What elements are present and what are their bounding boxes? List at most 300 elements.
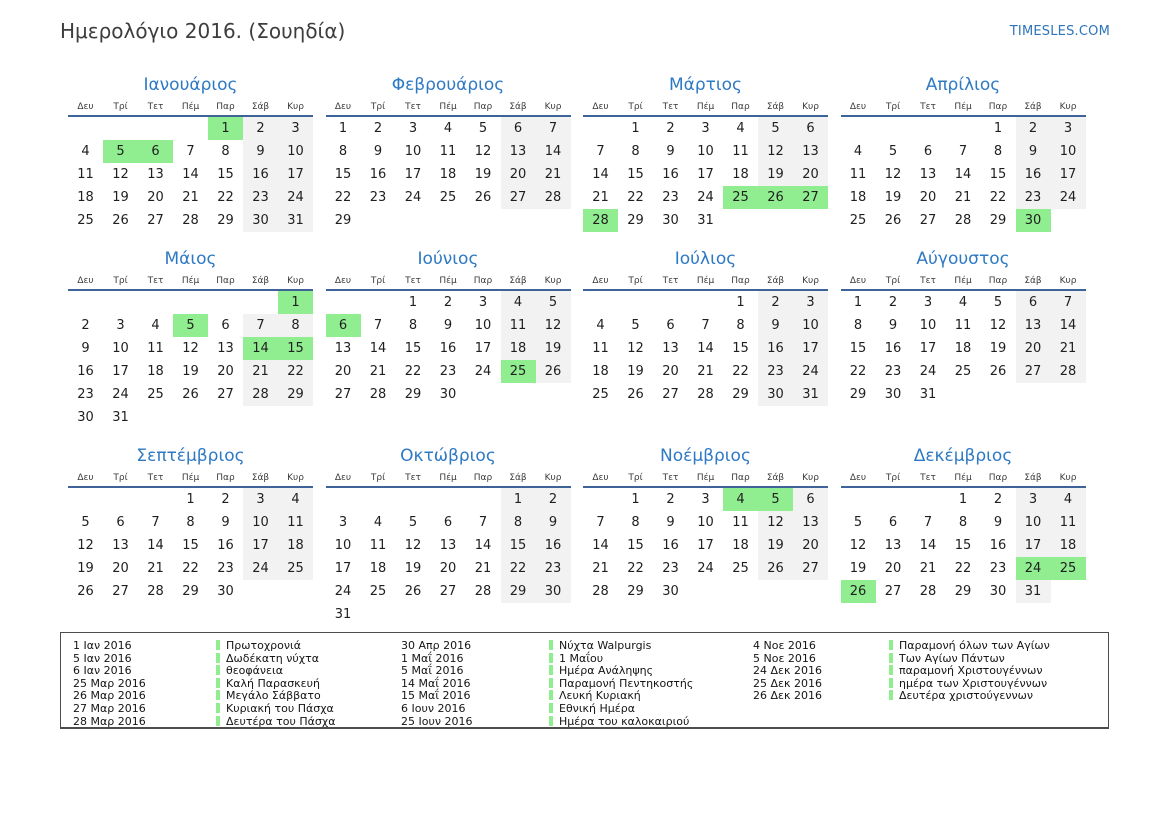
day-cell: 3 — [408, 121, 418, 136]
day-cell: 31 — [1016, 580, 1051, 603]
weekday-label: Πέμ — [181, 473, 200, 483]
day-cell: 14 — [536, 140, 571, 163]
day-cell: 21 — [147, 561, 164, 576]
day-cell: 26 — [884, 213, 902, 228]
day-cell: 25 — [501, 360, 536, 383]
empty-day-cell — [396, 603, 431, 626]
empty-day-cell — [396, 488, 431, 511]
day-cell: 7 — [186, 144, 195, 159]
week-row — [326, 511, 571, 534]
day-cell: 27 — [439, 584, 457, 599]
day-cell: 26 — [758, 557, 793, 580]
day-cell: 10 — [278, 140, 313, 163]
legend-date-column — [401, 640, 549, 728]
week-row — [68, 360, 313, 383]
day-cell: 28 — [147, 584, 164, 599]
day-cell: 2 — [443, 295, 453, 310]
weekday-label: Παρ — [988, 473, 1008, 483]
day-cell: 25 — [77, 213, 94, 228]
week-row — [326, 383, 571, 406]
day-cell: 25 — [1051, 557, 1086, 580]
day-cell: 18 — [77, 190, 94, 205]
day-cell: 14 — [592, 538, 609, 553]
day-cell: 18 — [278, 534, 313, 557]
legend-box — [60, 632, 1109, 729]
holiday-marker-bar — [216, 653, 220, 663]
day-cell: 30 — [243, 209, 278, 232]
day-cell: 17 — [474, 341, 492, 356]
day-cell: 24 — [697, 561, 714, 576]
day-cell: 29 — [278, 383, 313, 406]
day-cell: 5 — [758, 488, 793, 511]
day-cell: 10 — [1051, 140, 1086, 163]
day-cell: 6 — [793, 488, 828, 511]
day-cell: 19 — [989, 341, 1007, 356]
day-cell: 15 — [627, 538, 644, 553]
day-cell: 4 — [373, 515, 383, 530]
day-cell: 1 — [958, 492, 968, 507]
holiday-marker-bar — [889, 690, 893, 700]
month-title: Οκτώβριος — [400, 446, 496, 466]
day-cell: 18 — [501, 337, 536, 360]
day-cell: 30 — [884, 387, 902, 402]
day-cell: 12 — [77, 538, 94, 553]
day-cell: 28 — [536, 186, 571, 209]
day-cell: 21 — [954, 190, 972, 205]
day-cell: 12 — [849, 538, 867, 553]
holiday-marker-bar — [549, 665, 553, 675]
day-cell: 7 — [478, 515, 488, 530]
weekday-label: Πέμ — [954, 102, 972, 112]
empty-day-cell — [876, 488, 911, 511]
day-cell: 24 — [404, 190, 422, 205]
empty-day-cell — [501, 603, 536, 626]
legend-date: 4 Νοε 2016 — [753, 639, 816, 652]
weekday-label: Πέμ — [954, 473, 972, 483]
day-cell: 15 — [989, 167, 1007, 182]
day-cell: 6 — [888, 515, 898, 530]
weekday-label: Τρί — [113, 473, 128, 483]
day-cell: 6 — [221, 318, 230, 333]
month-title: Ιανουάριος — [143, 75, 238, 95]
day-cell: 12 — [404, 538, 422, 553]
legend-name-column — [216, 640, 401, 728]
day-cell: 2 — [993, 492, 1003, 507]
day-cell: 4 — [723, 488, 758, 511]
day-cell: 7 — [596, 515, 605, 530]
day-cell: 7 — [596, 144, 605, 159]
day-cell: 3 — [701, 121, 710, 136]
day-cell: 12 — [474, 144, 492, 159]
empty-day-cell — [946, 117, 981, 140]
week-row — [68, 488, 313, 511]
day-cell: 18 — [592, 364, 609, 379]
day-cell: 11 — [732, 144, 749, 159]
empty-day-cell — [876, 117, 911, 140]
legend-date: 25 Μαρ 2016 — [73, 676, 146, 690]
day-cell: 13 — [147, 167, 164, 182]
day-cell: 4 — [278, 488, 313, 511]
day-cell: 28 — [697, 387, 714, 402]
day-cell: 23 — [217, 561, 234, 576]
week-row — [326, 314, 571, 337]
legend-date: 6 Ιουν 2016 — [401, 701, 466, 715]
week-row — [841, 291, 1086, 314]
legend-date: 6 Ιαν 2016 — [73, 664, 132, 678]
day-cell: 9 — [221, 515, 230, 530]
day-cell: 23 — [369, 190, 387, 205]
week-row — [583, 488, 828, 511]
holiday-marker-bar — [216, 703, 220, 713]
day-cell: 6 — [1016, 291, 1051, 314]
day-cell: 31 — [334, 607, 352, 622]
day-cell: 6 — [923, 144, 933, 159]
day-cell: 17 — [243, 534, 278, 557]
day-cell: 16 — [662, 538, 679, 553]
week-row — [68, 291, 313, 314]
empty-day-cell — [68, 291, 103, 314]
empty-day-cell — [653, 291, 688, 314]
day-cell: 22 — [849, 364, 867, 379]
day-cell: 17 — [334, 561, 352, 576]
day-cell: 9 — [993, 515, 1003, 530]
day-cell: 13 — [662, 341, 679, 356]
empty-day-cell — [138, 291, 173, 314]
day-cell: 16 — [243, 163, 278, 186]
week-row — [841, 511, 1086, 534]
empty-day-cell — [1051, 383, 1086, 406]
empty-day-cell — [361, 603, 396, 626]
weekday-label: Παρ — [473, 102, 493, 112]
day-cell: 15 — [954, 538, 972, 553]
day-cell: 26 — [182, 387, 199, 402]
weekday-label: Τετ — [662, 473, 679, 483]
holiday-name: Καλή Παρασκευή — [226, 676, 320, 690]
site-link[interactable]: TIMESLES.COM — [1009, 24, 1110, 39]
week-row — [583, 117, 828, 140]
week-row — [326, 163, 571, 186]
holiday-name: Ημέρα Ανάληψης — [559, 664, 654, 678]
day-cell: 23 — [662, 190, 679, 205]
empty-day-cell — [501, 209, 536, 232]
weekday-label: Σάβ — [766, 473, 785, 483]
weekday-label: Παρ — [988, 102, 1008, 112]
day-cell: 18 — [732, 167, 749, 182]
week-row — [841, 534, 1086, 557]
legend-entry — [889, 690, 1108, 703]
day-cell: 5 — [993, 295, 1003, 310]
day-cell: 3 — [793, 291, 828, 314]
day-cell: 7 — [923, 515, 933, 530]
day-cell: 9 — [243, 140, 278, 163]
day-cell: 11 — [77, 167, 94, 182]
day-cell: 25 — [849, 213, 867, 228]
empty-day-cell — [466, 209, 501, 232]
day-cell: 21 — [243, 360, 278, 383]
day-cell: 27 — [334, 387, 352, 402]
day-cell: 29 — [182, 584, 199, 599]
day-cell: 3 — [1016, 488, 1051, 511]
day-cell: 9 — [666, 515, 675, 530]
holiday-marker-bar — [889, 678, 893, 688]
day-cell: 23 — [989, 561, 1007, 576]
empty-day-cell — [173, 117, 208, 140]
holiday-marker-bar — [889, 640, 893, 650]
day-cell: 20 — [919, 190, 937, 205]
empty-day-cell — [688, 580, 723, 603]
empty-day-cell — [1051, 209, 1086, 232]
weekday-label: Τετ — [147, 276, 164, 286]
holiday-marker-bar — [549, 640, 553, 650]
month-title: Νοέμβριος — [660, 446, 751, 466]
day-cell: 14 — [1051, 314, 1086, 337]
weekday-label: Κυρ — [1059, 276, 1077, 286]
day-cell: 29 — [849, 387, 867, 402]
week-row — [326, 117, 571, 140]
weekday-label: Κυρ — [287, 473, 304, 483]
month-card — [68, 446, 313, 626]
legend-date-column — [753, 640, 889, 728]
day-cell: 23 — [77, 387, 94, 402]
holiday-name: Παραμονή Πεντηκοστής — [559, 676, 694, 690]
week-row — [68, 534, 313, 557]
day-cell: 12 — [989, 318, 1007, 333]
weekday-label: Δευ — [77, 102, 94, 112]
day-cell: 10 — [919, 318, 937, 333]
legend-date: 1 Μαΐ 2016 — [401, 651, 464, 665]
empty-day-cell — [138, 488, 173, 511]
day-cell: 16 — [439, 341, 457, 356]
day-cell: 20 — [112, 561, 129, 576]
weekday-label: Παρ — [216, 276, 235, 286]
empty-day-cell — [1051, 580, 1086, 603]
weekday-label: Τρί — [370, 102, 386, 112]
empty-day-cell — [911, 488, 946, 511]
weekday-header-row — [68, 102, 313, 117]
weekday-label: Πέμ — [439, 102, 457, 112]
month-title: Δεκέμβριος — [913, 446, 1013, 466]
empty-day-cell — [208, 406, 243, 429]
day-cell: 10 — [1016, 511, 1051, 534]
day-cell: 1 — [631, 492, 640, 507]
weekday-header-row — [583, 473, 828, 488]
weekday-header-row — [583, 276, 828, 291]
month-card — [841, 446, 1086, 626]
day-cell: 11 — [954, 318, 972, 333]
day-cell: 26 — [758, 186, 793, 209]
day-cell: 11 — [147, 341, 164, 356]
day-cell: 12 — [627, 341, 644, 356]
holiday-marker-bar — [216, 716, 220, 726]
weekday-label: Παρ — [988, 276, 1008, 286]
month-card — [326, 75, 571, 232]
weekday-label: Δευ — [849, 276, 867, 286]
day-cell: 11 — [1051, 511, 1086, 534]
day-cell: 5 — [81, 515, 90, 530]
day-cell: 22 — [954, 561, 972, 576]
weekday-label: Κυρ — [544, 102, 562, 112]
day-cell: 20 — [793, 534, 828, 557]
day-cell: 17 — [404, 167, 422, 182]
day-cell: 3 — [923, 295, 933, 310]
day-cell: 19 — [474, 167, 492, 182]
day-cell: 28 — [1051, 360, 1086, 383]
month-card — [326, 446, 571, 626]
legend-date: 24 Δεκ 2016 — [753, 664, 822, 678]
day-cell: 10 — [697, 515, 714, 530]
weekday-label: Παρ — [216, 473, 235, 483]
day-cell: 9 — [443, 318, 453, 333]
day-cell: 20 — [217, 364, 234, 379]
weekday-label: Παρ — [731, 276, 750, 286]
holiday-name: Δευτέρα του Πάσχα — [226, 714, 336, 728]
day-cell: 15 — [217, 167, 234, 182]
day-cell: 23 — [758, 360, 793, 383]
legend-date: 27 Μαρ 2016 — [73, 701, 146, 715]
weekday-label: Σάβ — [509, 473, 527, 483]
day-cell: 30 — [989, 584, 1007, 599]
weekday-label: Σάβ — [509, 102, 527, 112]
day-cell: 6 — [138, 140, 173, 163]
empty-day-cell — [431, 488, 466, 511]
day-cell: 8 — [631, 515, 640, 530]
empty-day-cell — [723, 580, 758, 603]
holiday-marker-bar — [549, 653, 553, 663]
day-cell: 25 — [954, 364, 972, 379]
day-cell: 20 — [439, 561, 457, 576]
day-cell: 20 — [334, 364, 352, 379]
weekday-label: Σάβ — [1024, 102, 1042, 112]
week-row — [68, 117, 313, 140]
day-cell: 16 — [989, 538, 1007, 553]
weekday-label: Σάβ — [251, 473, 270, 483]
empty-day-cell — [583, 488, 618, 511]
day-cell: 23 — [243, 186, 278, 209]
weekday-label: Κυρ — [802, 473, 819, 483]
day-cell: 8 — [186, 515, 195, 530]
day-cell: 27 — [112, 584, 129, 599]
holiday-marker-bar — [549, 690, 553, 700]
day-cell: 23 — [662, 561, 679, 576]
weekday-label: Σάβ — [251, 102, 270, 112]
day-cell: 9 — [888, 318, 898, 333]
day-cell: 13 — [334, 341, 352, 356]
day-cell: 27 — [501, 186, 536, 209]
weekday-label: Πέμ — [954, 276, 972, 286]
day-cell: 13 — [884, 538, 902, 553]
day-cell: 27 — [1016, 360, 1051, 383]
day-cell: 26 — [112, 213, 129, 228]
day-cell: 13 — [217, 341, 234, 356]
day-cell: 31 — [793, 383, 828, 406]
legend-date: 5 Ιαν 2016 — [73, 651, 132, 665]
week-row — [583, 163, 828, 186]
day-cell: 27 — [793, 557, 828, 580]
legend-date: 14 Μαΐ 2016 — [401, 676, 471, 690]
day-cell: 1 — [993, 121, 1003, 136]
weekday-label: Δευ — [334, 276, 352, 286]
empty-day-cell — [501, 383, 536, 406]
holiday-name: ημέρα των Χριστουγέννων — [899, 676, 1048, 690]
day-cell: 1 — [208, 117, 243, 140]
legend-name-column — [549, 640, 753, 728]
day-cell: 5 — [536, 291, 571, 314]
empty-day-cell — [278, 406, 313, 429]
week-row — [326, 603, 571, 626]
day-cell: 23 — [536, 557, 571, 580]
day-cell: 6 — [501, 117, 536, 140]
day-cell: 26 — [536, 360, 571, 383]
week-row — [326, 557, 571, 580]
day-cell: 24 — [278, 186, 313, 209]
weekday-header-row — [841, 276, 1086, 291]
empty-day-cell — [68, 488, 103, 511]
day-cell: 3 — [278, 117, 313, 140]
weekday-label: Δευ — [334, 102, 352, 112]
weekday-label: Κυρ — [802, 102, 819, 112]
day-cell: 7 — [1051, 291, 1086, 314]
weekday-label: Τετ — [147, 473, 164, 483]
day-cell: 22 — [278, 360, 313, 383]
holiday-marker-bar — [549, 703, 553, 713]
day-cell: 4 — [596, 318, 605, 333]
month-card — [583, 446, 828, 626]
weekday-header-row — [326, 473, 571, 488]
day-cell: 14 — [243, 337, 278, 360]
week-row — [583, 360, 828, 383]
day-cell: 21 — [592, 190, 609, 205]
day-cell: 4 — [81, 144, 90, 159]
day-cell: 30 — [662, 584, 679, 599]
day-cell: 24 — [697, 190, 714, 205]
empty-day-cell — [208, 291, 243, 314]
empty-day-cell — [361, 209, 396, 232]
weekday-label: Παρ — [473, 276, 493, 286]
month-card — [326, 249, 571, 429]
week-row — [68, 163, 313, 186]
day-cell: 29 — [404, 387, 422, 402]
day-cell: 11 — [501, 314, 536, 337]
holiday-name: Παραμονή όλων των Αγίων — [899, 639, 1050, 652]
day-cell: 29 — [217, 213, 234, 228]
empty-day-cell — [138, 406, 173, 429]
weekday-header-row — [583, 102, 828, 117]
day-cell: 4 — [853, 144, 863, 159]
day-cell: 6 — [793, 117, 828, 140]
day-cell: 1 — [853, 295, 863, 310]
day-cell: 29 — [989, 213, 1007, 228]
empty-day-cell — [103, 117, 138, 140]
day-cell: 15 — [849, 341, 867, 356]
day-cell: 4 — [151, 318, 160, 333]
week-row — [68, 186, 313, 209]
week-row — [68, 557, 313, 580]
day-cell: 27 — [217, 387, 234, 402]
day-cell: 19 — [112, 190, 129, 205]
week-row — [841, 209, 1086, 232]
weekday-label: Τρί — [628, 473, 643, 483]
empty-day-cell — [326, 488, 361, 511]
week-row — [326, 291, 571, 314]
empty-day-cell — [946, 383, 981, 406]
week-row — [583, 209, 828, 232]
week-row — [68, 511, 313, 534]
week-row — [68, 580, 313, 603]
empty-day-cell — [138, 117, 173, 140]
legend-date: 5 Νοε 2016 — [753, 651, 816, 665]
day-cell: 17 — [793, 337, 828, 360]
day-cell: 5 — [758, 117, 793, 140]
